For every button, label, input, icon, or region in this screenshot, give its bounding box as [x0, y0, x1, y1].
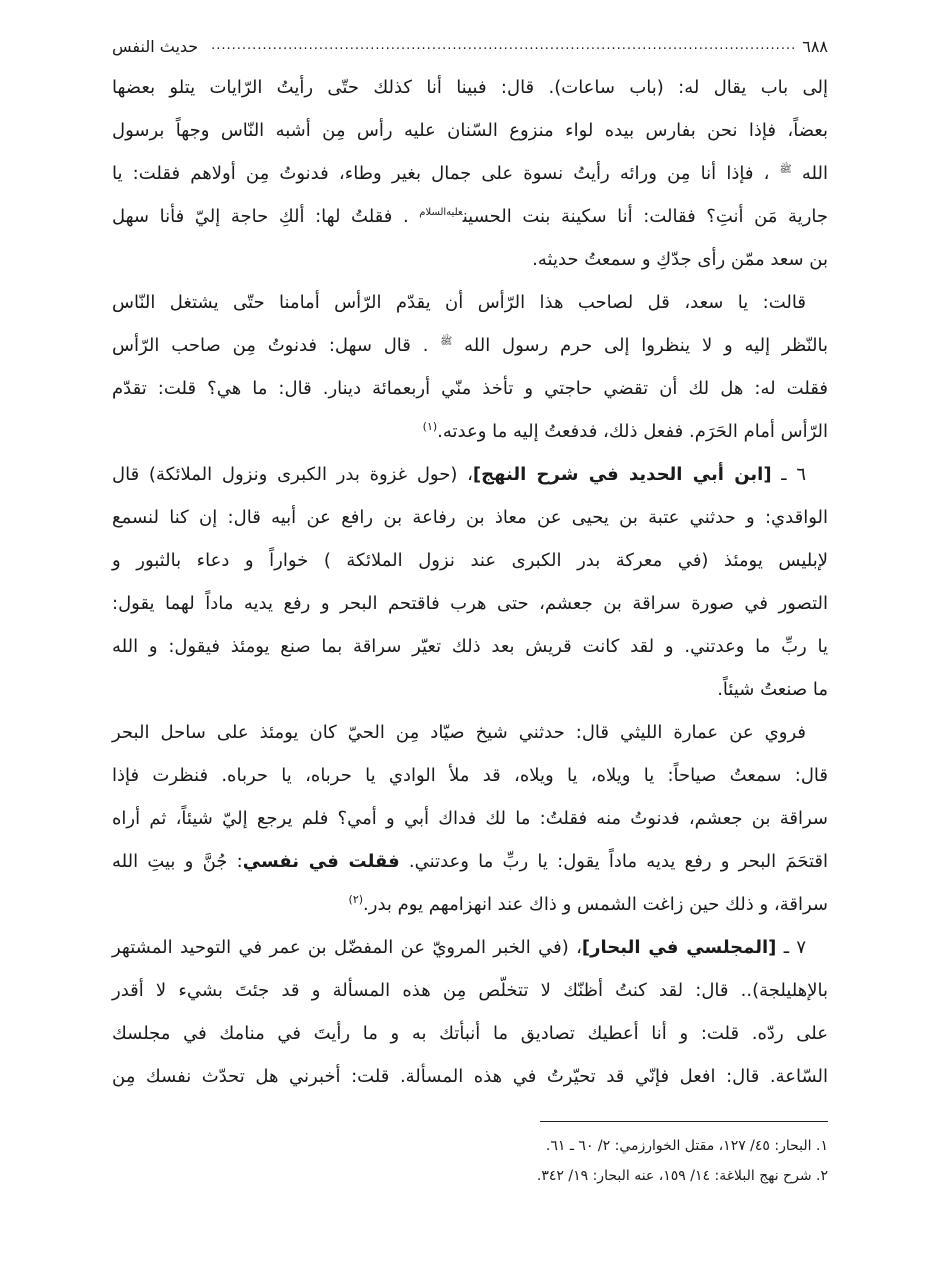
text-run: . فقلتُ لها: ألكِ حاجة إليّ فأنا سهل [112, 206, 420, 227]
text-line [112, 539, 828, 582]
text-line [112, 668, 828, 711]
footnote-1: ١. البحار: ٤٥/ ١٢٧، مقتل الخوارزمي: ٢/ ٦٠ ـ ٦١. [545, 1138, 828, 1154]
paragraph [112, 711, 828, 926]
text-run: لإبليس يومئذ (في معركة بدر الكبرى عند نزول الملائكة ) خواراً و دعاء بالثبور و [112, 550, 828, 571]
text-line [112, 453, 828, 496]
text-line [112, 324, 828, 367]
text-run: بالنّظر إليه و لا ينظروا إلى حرم رسول الله [452, 335, 828, 356]
text-run: يا ربِّ ما وعدتني. و لقد كانت قريش بعد ذلك تعيّر سراقة بما صنع يومئذ فيقول: و الله [112, 636, 828, 657]
honorific-glyph: ﷺ [440, 336, 453, 347]
bold-source-title: فقلت في نفسي [242, 851, 400, 872]
text-line [112, 1012, 828, 1055]
text-line [112, 367, 828, 410]
text-run: سراقة، و ذلك حين زاغت الشمس و ذاك عند انهزامهم يوم بدر. [363, 894, 828, 915]
bold-source-title: [المجلسي في البحار] [581, 937, 777, 958]
text-line [112, 582, 828, 625]
text-run: السّاعة. قال: افعل فإنّي قد تحيّرتُ في هذه المسألة. قلت: أخبرني هل تحدّث نفسك مِن [112, 1066, 828, 1087]
text-run: . قال سهل: فدنوتُ مِن صاحب الرّأس [112, 335, 441, 356]
running-title: حديث النفس [112, 36, 199, 56]
text-line [112, 625, 828, 668]
text-run: اقتحَمَ البحر و رفع يديه ماداً يقول: يا ربِّ ما وعدتني. [399, 851, 829, 872]
running-header [112, 33, 828, 59]
text-run: التصور في صورة سراقة بن جعشم، حتى هرب فاقتحم البحر و رفع يديه ماداً لهما يقول: [112, 593, 828, 614]
text-run: ٦ ـ [771, 464, 807, 485]
page-number: ٦٨٨ [802, 36, 828, 56]
text-line [112, 410, 828, 453]
text-run: الرّأس أمام الحَرَم. ففعل ذلك، فدفعتُ إليه ما وعدته. [437, 421, 828, 442]
text-run: قال: سمعتُ صياحاً: يا ويلاه، يا ويلاه، قد ملأ الوادي يا حرباه، يا حرباه. فنظرت فإذا [112, 765, 828, 786]
text-run: إلى باب يقال له: (باب ساعات). قال: فبينا أنا كذلك حتّى رأيتُ الرّايات يتلو بعضها [112, 77, 828, 98]
text-run: سراقة بن جعشم، فدنوتُ منه فقلتُ: ما لك فداك أبي و أمي؟ فلم يرجع إليّ شيئاً، ثم أراه [112, 808, 828, 829]
text-line [112, 1055, 828, 1098]
text-line [112, 840, 828, 883]
text-line [112, 754, 828, 797]
dotted-leader: .................................................................................................................. [211, 38, 797, 53]
footnote-2: ٢. شرح نهج البلاغة: ١٤/ ١٥٩، عنه البحار: ١٩/ ٣٤٢. [536, 1168, 828, 1184]
footnote-reference: (١) [422, 420, 438, 433]
text-line [112, 797, 828, 840]
paragraph [112, 926, 828, 1098]
text-run: قالت: يا سعد، قل لصاحب هذا الرّأس أن يقدّم الرّأس أمامنا حتّى يشتغل النّاس [112, 292, 806, 313]
text-line [112, 66, 828, 109]
footnotes [112, 1131, 828, 1191]
text-line [112, 195, 828, 238]
footnote-reference: (٢) [348, 893, 364, 906]
text-run: ، فإذا أنا مِن ورائه رأيتُ نسوة على جمال بغير وطاء، فدنوتُ مِن أولاهم فقلت: يا [112, 163, 780, 184]
text-line [112, 883, 828, 926]
text-line [112, 238, 828, 281]
honorific-glyph: ﷺ [779, 164, 792, 175]
text-line [112, 969, 828, 1012]
text-run: فروي عن عمارة الليثي قال: حدثني شيخ صيّاد مِن الحيّ كان يومئذ على ساحل البحر [112, 722, 806, 743]
honorific-glyph: عليه‌السلام [419, 207, 463, 218]
text-run: الله [791, 163, 828, 184]
text-run: بعضاً، فإذا نحن بفارس بيده لواء منزوع السّنان عليه رأس مِن أشبه النّاس وجهاً برسول [112, 120, 828, 141]
paragraph [112, 453, 828, 711]
text-line [112, 926, 828, 969]
bold-source-title: [ابن أبي الحديد في شرح النهج] [472, 464, 772, 485]
text-run: بالإهليلجة).. قال: لقد كنتُ أظنّك لا تتخلّص مِن هذه المسألة و قد جئتَ بشيء لا أقدر [112, 980, 828, 1001]
text-line [112, 152, 828, 195]
text-run: على ردّه. قلت: و أنا أعطيك تصاديق ما أنبأتك به و ما رأيتَ في منامك في مجلسك [112, 1023, 828, 1044]
paragraph [112, 281, 828, 453]
body-text [112, 66, 828, 1098]
paragraph [112, 66, 828, 281]
text-line [112, 711, 828, 754]
text-line [112, 496, 828, 539]
footnote-separator [540, 1121, 828, 1122]
text-run: بن سعد ممّن رأى جدّكِ و سمعتُ حديثه. [532, 249, 828, 270]
text-line [112, 281, 828, 324]
text-run: فقلت له: هل لك أن تقضي حاجتي و تأخذ منّي أربعمائة دينار. قال: ما هي؟ قلت: تقدّم [112, 378, 828, 399]
text-run: ٧ ـ [776, 937, 807, 958]
text-line [112, 109, 828, 152]
text-run: ما صنعتُ شيئاً. [717, 679, 828, 700]
text-run: ، (حول غزوة بدر الكبرى ونزول الملائكة) قال [112, 464, 473, 485]
text-run: جارية مَن أنتِ؟ فقالت: أنا سكينة بنت الحسين [462, 206, 828, 227]
text-run: الواقدي: و حدثني عتبة بن يحيى عن معاذ بن رفاعة بن رافع عن أبيه قال: إن كنا لنسمع [112, 507, 828, 528]
text-run: ، (في الخبر المرويّ عن المفضّل بن عمر في التوحيد المشتهر [112, 937, 582, 958]
text-run: : جُنَّ و بيتِ الله [112, 851, 243, 872]
